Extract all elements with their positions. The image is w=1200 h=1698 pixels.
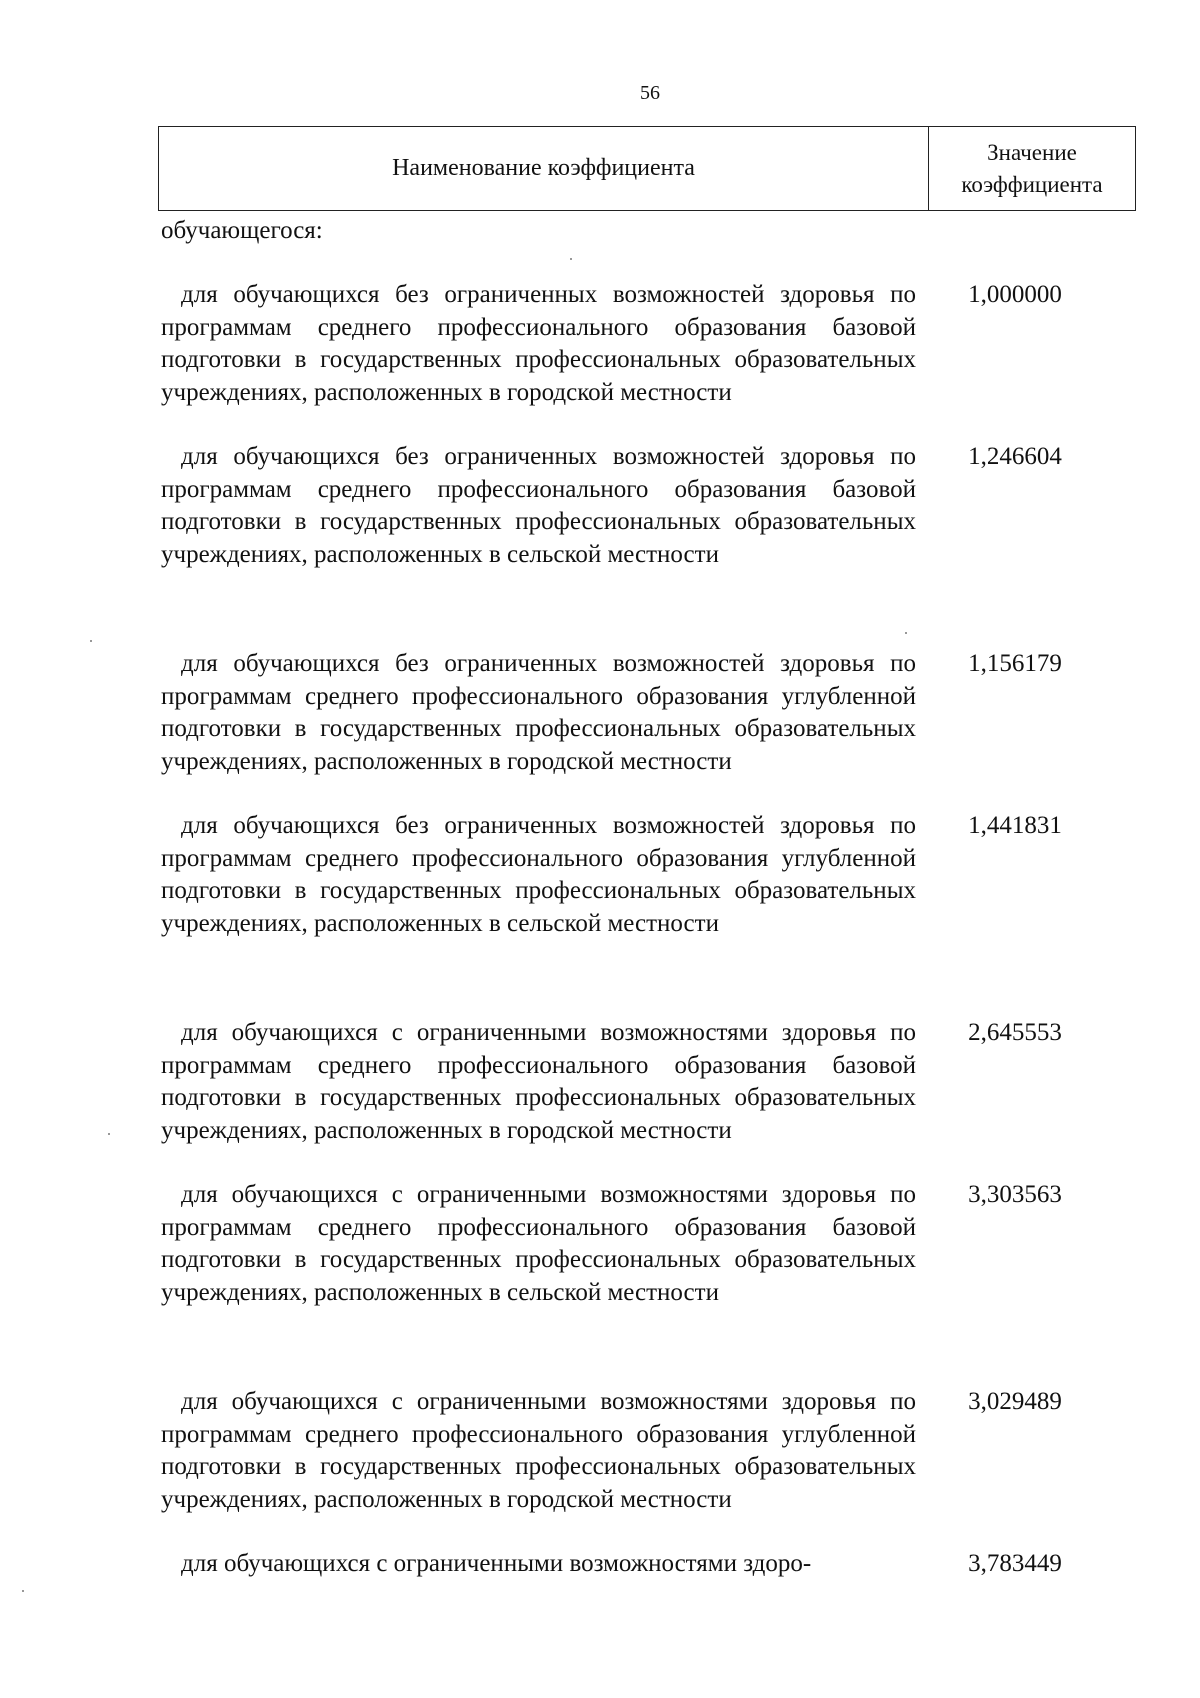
header-coefficient-value xyxy=(929,127,1135,210)
header-value-line2: коэффициента xyxy=(961,171,1103,197)
row-value: 1,000000 xyxy=(968,281,1062,308)
row-value: 3,783449 xyxy=(968,1550,1062,1577)
scan-speck xyxy=(90,640,92,642)
scan-speck xyxy=(570,258,572,260)
row-description: для обучающихся с ограниченными возможностями здоровья по программам среднего профессионального образования базовой подготовки в государственных профессиональных образовательных учреждениях, расположенных в городской местности xyxy=(161,1019,916,1144)
header-value-line1: Значение xyxy=(987,139,1077,165)
row-description: для обучающихся без ограниченных возможностей здоровья по программам среднего профессионального образования углубленной подготовки в государственных профессиональных образовательных учреждениях, расположенных в сельской местности xyxy=(161,812,916,937)
row-value: 1,156179 xyxy=(968,650,1062,677)
page-number: 56 xyxy=(640,82,660,104)
row-description: для обучающихся без ограниченных возможностей здоровья по программам среднего профессионального образования базовой подготовки в государственных профессиональных образовательных учреждениях, расположенных в сельской местности xyxy=(161,443,916,568)
row-description: для обучающихся без ограниченных возможностей здоровья по программам среднего профессионального образования базовой подготовки в государственных профессиональных образовательных учреждениях, расположенных в городской местности xyxy=(161,281,916,406)
row-value: 1,246604 xyxy=(968,443,1062,470)
scan-speck xyxy=(22,1590,24,1592)
row-value: 1,441831 xyxy=(968,812,1062,839)
row-description: для обучающихся с ограниченными возможностями здоровья по программам среднего профессионального образования углубленной подготовки в государственных профессиональных образовательных учреждениях, расположенных в городской местности xyxy=(161,1388,916,1513)
row-value: 3,029489 xyxy=(968,1388,1062,1415)
row-value: 3,303563 xyxy=(968,1181,1062,1208)
row-description: для обучающихся с ограниченными возможностями здоро- xyxy=(181,1550,812,1577)
table-header xyxy=(158,126,1136,211)
continuation-text: обучающегося: xyxy=(161,217,323,244)
scan-speck xyxy=(108,1133,110,1135)
row-description: для обучающихся с ограниченными возможностями здоровья по программам среднего профессионального образования базовой подготовки в государственных профессиональных образовательных учреждениях, расположенных в сельской местности xyxy=(161,1181,916,1306)
header-coefficient-name: Наименование коэффициента xyxy=(159,127,929,210)
scan-speck xyxy=(905,632,907,634)
row-description: для обучающихся без ограниченных возможностей здоровья по программам среднего профессионального образования углубленной подготовки в государственных профессиональных образовательных учреждениях, расположенных в городской местности xyxy=(161,650,916,775)
row-value: 2,645553 xyxy=(968,1019,1062,1046)
